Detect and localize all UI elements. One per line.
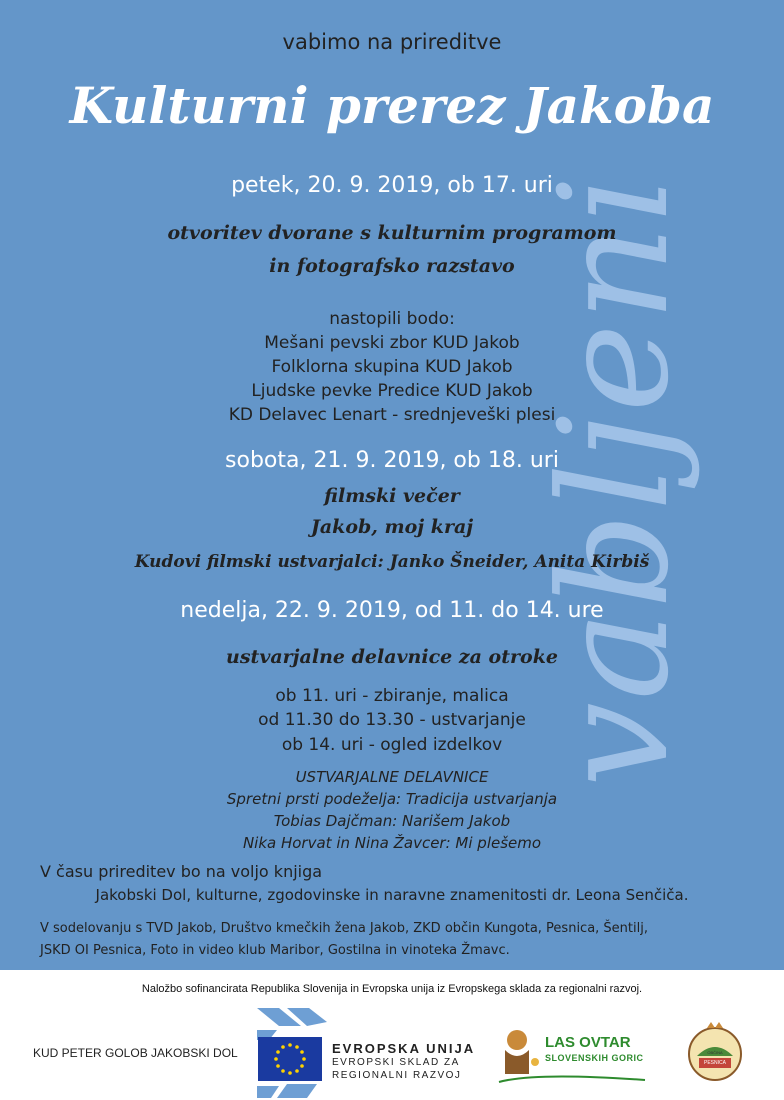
schedule-item: ob 11. uri - zbiranje, malica: [275, 686, 509, 706]
kud-name: KUD PETER GOLOB JAKOBSKI DOL: [33, 1046, 238, 1060]
workshop-item: Nika Horvat in Nina Žavcer: Mi plešemo: [242, 834, 542, 852]
eu-sub-line2: REGIONALNI RAZVOJ: [332, 1070, 462, 1081]
performer-item: Folklorna skupina KUD Jakob: [271, 357, 513, 377]
book-line2: Jakobski Dol, kulturne, zgodovinske in naravne znamenitosti dr. Leona Senčiča.: [95, 886, 689, 904]
book-line1: V času prireditev bo na voljo knjiga: [40, 862, 323, 881]
eu-title: EVROPSKA UNIJA: [332, 1041, 476, 1056]
performer-item: Ljudske pevke Predice KUD Jakob: [251, 381, 533, 401]
workshop-item: Tobias Dajčman: Narišem Jakob: [273, 812, 511, 830]
crest-label: OBČINA: [707, 1050, 723, 1055]
workshop-item: Spretni prsti podeželja: Tradicija ustvarjanja: [226, 790, 558, 808]
partners-line1: V sodelovanju s TVD Jakob, Društvo kmečkih žena Jakob, ZKD občin Kungota, Pesnica, Šentilj,: [40, 921, 648, 936]
eu-flag: [258, 1037, 322, 1081]
schedule-item: ob 14. uri - ogled izdelkov: [281, 735, 503, 755]
performer-item: KD Delavec Lenart - srednjeveški plesi: [228, 405, 556, 425]
workshops-title: USTVARJALNE DELAVNICE: [295, 768, 489, 786]
eu-stars-icon: [258, 1037, 322, 1081]
performer-item: Mešani pevski zbor KUD Jakob: [264, 333, 520, 353]
partners-line2: JSKD OI Pesnica, Foto in video klub Maribor, Gostilna in vinoteka Žmavc.: [40, 943, 510, 958]
saturday-event-line2: Jakob, moj kraj: [310, 516, 474, 538]
pesnica-crest-icon: [683, 1020, 747, 1084]
eu-sub-line1: EVROPSKI SKLAD ZA: [332, 1057, 460, 1068]
invite-text: vabimo na prireditve: [282, 30, 502, 54]
saturday-date: sobota, 21. 9. 2019, ob 18. uri: [225, 448, 559, 473]
sunday-date: nedelja, 22. 9. 2019, od 11. do 14. ure: [180, 598, 604, 623]
friday-event-line1: otvoritev dvorane s kulturnim programom: [167, 222, 617, 244]
las-title: LAS OVTAR: [545, 1034, 631, 1051]
las-subtitle: SLOVENSKIH GORIC: [545, 1053, 644, 1063]
saturday-event-line3: Kudovi filmski ustvarjalci: Janko Šneider, Anita Kirbiš: [134, 552, 650, 572]
friday-date: petek, 20. 9. 2019, ob 17. uri: [231, 173, 553, 198]
watermark-text: vabljeni: [528, 172, 702, 788]
friday-event-line2: in fotografsko razstavo: [269, 255, 515, 277]
performers-intro: nastopili bodo:: [329, 309, 455, 329]
saturday-event-line1: filmski večer: [324, 485, 460, 507]
schedule-item: od 11.30 do 13.30 - ustvarjanje: [258, 710, 526, 730]
eu-logo-text: [332, 1041, 475, 1082]
funding-note: Naložbo sofinancirata Republika Slovenija in Evropska unija iz Evropskega sklada za regionalni razvoj.: [141, 983, 643, 995]
crest-label: PESNICA: [704, 1060, 726, 1066]
sunday-event: ustvarjalne delavnice za otroke: [226, 646, 558, 668]
poster-title: Kulturni prerez Jakoba: [69, 76, 715, 135]
